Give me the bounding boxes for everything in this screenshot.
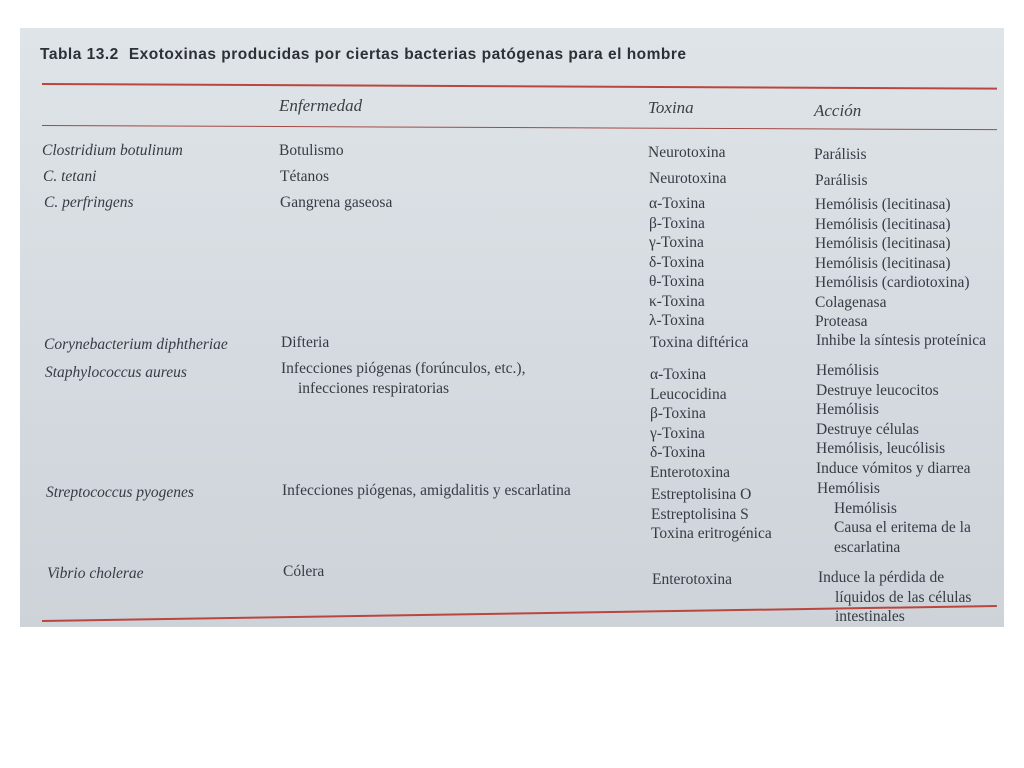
action-text: Hemólisis	[817, 480, 880, 497]
header-disease: Enfermedad	[279, 96, 363, 115]
action-text: Hemólisis (lecitinasa)	[815, 196, 951, 213]
toxin-name: β-Toxina	[649, 214, 705, 232]
action-text: líquidos de las células	[835, 588, 972, 606]
toxin-cell	[652, 570, 732, 590]
action-text: Hemólisis	[816, 362, 879, 379]
toxin-name: Toxina diftérica	[650, 334, 749, 351]
organism-cell: C. perfringens	[44, 194, 134, 211]
action-text: Induce la pérdida de	[818, 569, 945, 586]
toxin-cell	[651, 485, 772, 544]
disease-cell	[282, 481, 571, 501]
toxin-name: Estreptolisina S	[651, 505, 749, 523]
organism-cell: Staphylococcus aureus	[45, 364, 187, 381]
action-cell	[814, 145, 867, 165]
action-cell	[815, 195, 970, 332]
action-text: Hemólisis (lecitinasa)	[815, 235, 951, 252]
disease-cell	[279, 141, 344, 161]
disease-cell	[281, 333, 329, 353]
toxin-name: α-Toxina	[650, 366, 707, 383]
toxin-cell	[650, 333, 748, 353]
toxin-name: Enterotoxina	[652, 571, 733, 588]
disease-cell	[280, 193, 392, 213]
action-cell	[816, 331, 986, 351]
action-text: intestinales	[835, 608, 905, 625]
toxin-name: δ-Toxina	[650, 444, 706, 461]
toxin-name: γ-Toxina	[650, 424, 705, 442]
action-cell	[817, 479, 971, 557]
disease-cell	[280, 167, 329, 187]
table-title	[40, 46, 687, 64]
disease-text: Infecciones piógenas, amigdalitis y escarlatina	[282, 482, 571, 499]
toxin-name: β-Toxina	[650, 405, 706, 422]
toxin-name: δ-Toxina	[649, 253, 705, 271]
action-cell	[816, 361, 971, 478]
disease-text: Infecciones piógenas (forúnculos, etc.),	[281, 360, 526, 377]
action-cell	[818, 568, 971, 627]
toxin-cell	[649, 194, 705, 331]
organism-cell: Streptococcus pyogenes	[46, 484, 194, 501]
toxin-name: γ-Toxina	[649, 234, 704, 251]
header-rule	[42, 125, 997, 130]
action-text: escarlatina	[834, 538, 901, 556]
toxin-name: κ-Toxina	[649, 292, 705, 310]
action-text: Hemólisis (lecitinasa)	[815, 254, 951, 272]
book-page-photo	[20, 28, 1004, 627]
action-text: Hemólisis (cardiotoxina)	[815, 274, 970, 291]
action-text: Destruye leucocitos	[816, 381, 939, 399]
disease-text: Gangrena gaseosa	[280, 194, 393, 211]
organism-cell: Vibrio cholerae	[47, 565, 144, 582]
toxin-cell	[649, 169, 726, 189]
organism-cell: Clostridium botulinum	[42, 142, 183, 159]
action-text: Causa el eritema de la	[834, 519, 971, 536]
disease-text: Difteria	[281, 334, 330, 351]
table-number: Tabla 13.2	[40, 46, 119, 63]
toxin-name: λ-Toxina	[649, 312, 705, 329]
toxin-name: Neurotoxina	[648, 144, 726, 161]
toxin-name: Estreptolisina O	[651, 486, 752, 503]
action-text: Colagenasa	[815, 293, 887, 311]
toxin-name: Enterotoxina	[650, 463, 731, 481]
action-text: Destruye células	[816, 420, 919, 438]
disease-cell	[281, 359, 525, 398]
toxin-cell	[648, 143, 725, 163]
toxin-name: Leucocidina	[650, 385, 727, 403]
action-text: Parálisis	[814, 146, 867, 163]
top-rule	[42, 83, 997, 90]
disease-text: infecciones respiratorias	[298, 379, 450, 397]
header-action: Acción	[814, 101, 862, 120]
toxin-cell	[650, 365, 730, 482]
header-toxin: Toxina	[648, 98, 694, 117]
toxin-name: θ-Toxina	[649, 273, 705, 290]
table-caption: Exotoxinas producidas por ciertas bacterias patógenas para el hombre	[128, 46, 687, 63]
action-text: Induce vómitos y diarrea	[816, 459, 971, 477]
action-cell	[815, 171, 868, 191]
action-text: Hemólisis (lecitinasa)	[815, 215, 951, 233]
action-text: Hemólisis	[816, 401, 879, 418]
toxin-name: Neurotoxina	[649, 170, 727, 187]
organism-cell: C. tetani	[43, 168, 97, 185]
action-text: Proteasa	[815, 313, 868, 330]
action-text: Parálisis	[815, 172, 868, 189]
toxin-name: Toxina eritrogénica	[651, 525, 772, 542]
disease-text: Cólera	[283, 563, 325, 580]
action-text: Hemólisis	[834, 499, 897, 517]
disease-text: Botulismo	[279, 142, 344, 159]
disease-cell	[283, 562, 324, 582]
action-text: Hemólisis, leucólisis	[816, 440, 946, 457]
toxin-name: α-Toxina	[649, 195, 706, 212]
organism-cell: Corynebacterium diphtheriae	[44, 336, 228, 353]
disease-text: Tétanos	[280, 168, 330, 185]
action-text: Inhibe la síntesis proteínica	[816, 332, 987, 349]
